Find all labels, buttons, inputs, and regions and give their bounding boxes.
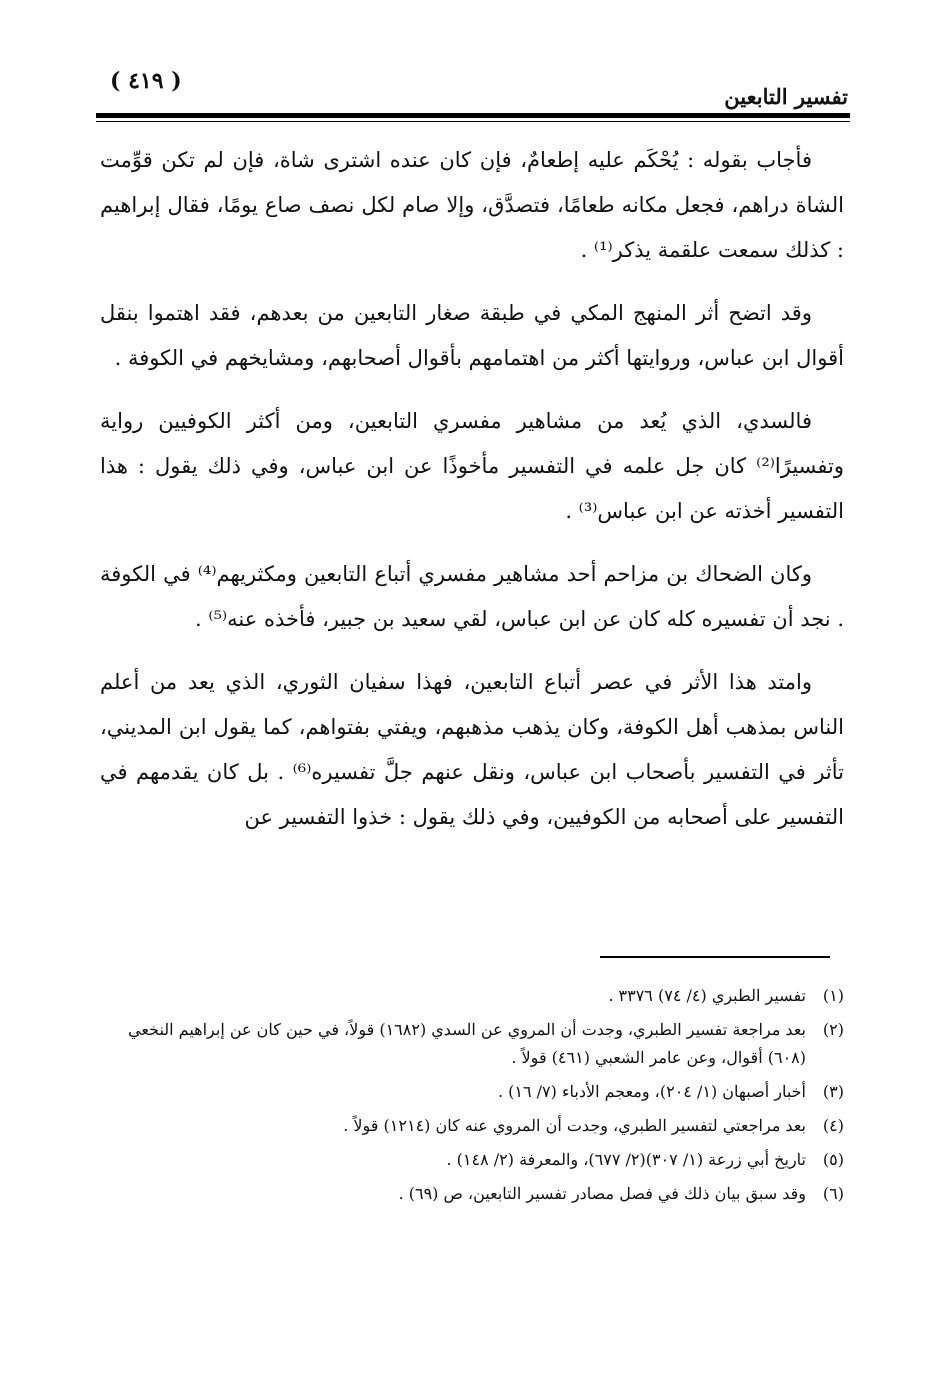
footnotes [100, 982, 844, 1214]
paragraph: وقد اتضح أثر المنهج المكي في طبقة صغار التابعين من بعدهم، فقد اهتموا بنقل أقوال ابن عباس، وروايتها أكثر من اهتمامهم بأقوال أصحابهم، ومشايخهم في الكوفة . [100, 301, 844, 370]
header-rule-thick [96, 113, 850, 118]
footnote [100, 1112, 844, 1140]
footnote-number: (٣) [822, 1082, 844, 1101]
paragraph: فالسدي، الذي يُعد من مشاهير مفسري التابعين، ومن أكثر الكوفيين رواية وتفسيرًا⁽²⁾ كان جل علمه في التفسير مأخوذًا عن ابن عباس، وفي ذلك يقول : هذا التفسير أخذته عن ابن عباس⁽³⁾ . [100, 409, 844, 523]
footnote-text: تفسير الطبري (٤/ ٧٤) ٣٣٧٦ . [608, 986, 806, 1005]
main-text [100, 138, 844, 858]
page-number: ( ٤١٩ ) [110, 68, 182, 94]
footnote-number: (٥) [822, 1150, 844, 1169]
footnote [100, 1078, 844, 1106]
footnote-text: بعد مراجعتي لتفسير الطبري، وجدت أن المروي عنه كان (١٢١٤) قولاً . [343, 1116, 806, 1135]
footnote-text: تاريخ أبي زرعة (١/ ٣٠٧)(٢/ ٦٧٧)، والمعرفة (٢/ ١٤٨) . [446, 1150, 806, 1169]
footnote-text: وقد سبق بيان ذلك في فصل مصادر تفسير التابعين، ص (٦٩) . [398, 1184, 806, 1203]
paragraph: فأجاب بقوله : يُحْكَم عليه إطعامٌ، فإن كان عنده اشترى شاة، فإن لم تكن قوِّمت الشاة دراهم، فجعل مكانه طعامًا، فتصدَّق، وإلا صام لكل نصف صاع يومًا، فقال إبراهيم : كذلك سمعت علقمة يذكر⁽¹⁾ . [100, 148, 844, 262]
footnote-number: (١) [822, 986, 844, 1005]
footnote-number: (٦) [822, 1184, 844, 1203]
paragraph: وامتد هذا الأثر في عصر أتباع التابعين، فهذا سفيان الثوري، الذي يعد من أعلم الناس بمذهب أهل الكوفة، وكان يذهب مذهبهم، ويفتي بفتواهم، كما يقول ابن المديني، تأثر في التفسير بأصحاب ابن عباس، ونقل عنهم جلَّ تفسيره⁽⁶⁾ . بل كان يقدمهم في التفسير على أصحابه من الكوفيين، وفي ذلك يقول : خذوا التفسير عن [100, 670, 844, 829]
footnote [100, 1016, 844, 1072]
running-title: تفسير التابعين [724, 84, 848, 109]
footnote-text: أخبار أصبهان (١/ ٢٠٤)، ومعجم الأدباء (٧/ ١٦) . [497, 1082, 806, 1101]
footnote-separator [600, 956, 830, 958]
footnote-number: (٤) [822, 1116, 844, 1135]
header-rule-thin [96, 121, 850, 122]
footnote [100, 1180, 844, 1208]
footnote [100, 982, 844, 1010]
paragraph: وكان الضحاك بن مزاحم أحد مشاهير مفسري أتباع التابعين ومكثريهم⁽⁴⁾ في الكوفة . نجد أن تفسيره كله كان عن ابن عباس، لقي سعيد بن جبير، فأخذه عنه⁽⁵⁾ . [100, 562, 844, 631]
footnote-number: (٢) [822, 1020, 844, 1039]
footnote [100, 1146, 844, 1174]
footnote-text: بعد مراجعة تفسير الطبري، وجدت أن المروي عن السدي (١٦٨٢) قولاً، في حين كان عن إبراهيم النخعي (٦٠٨) أقوال، وعن عامر الشعبي (٤٦١) قولاً . [128, 1020, 806, 1067]
